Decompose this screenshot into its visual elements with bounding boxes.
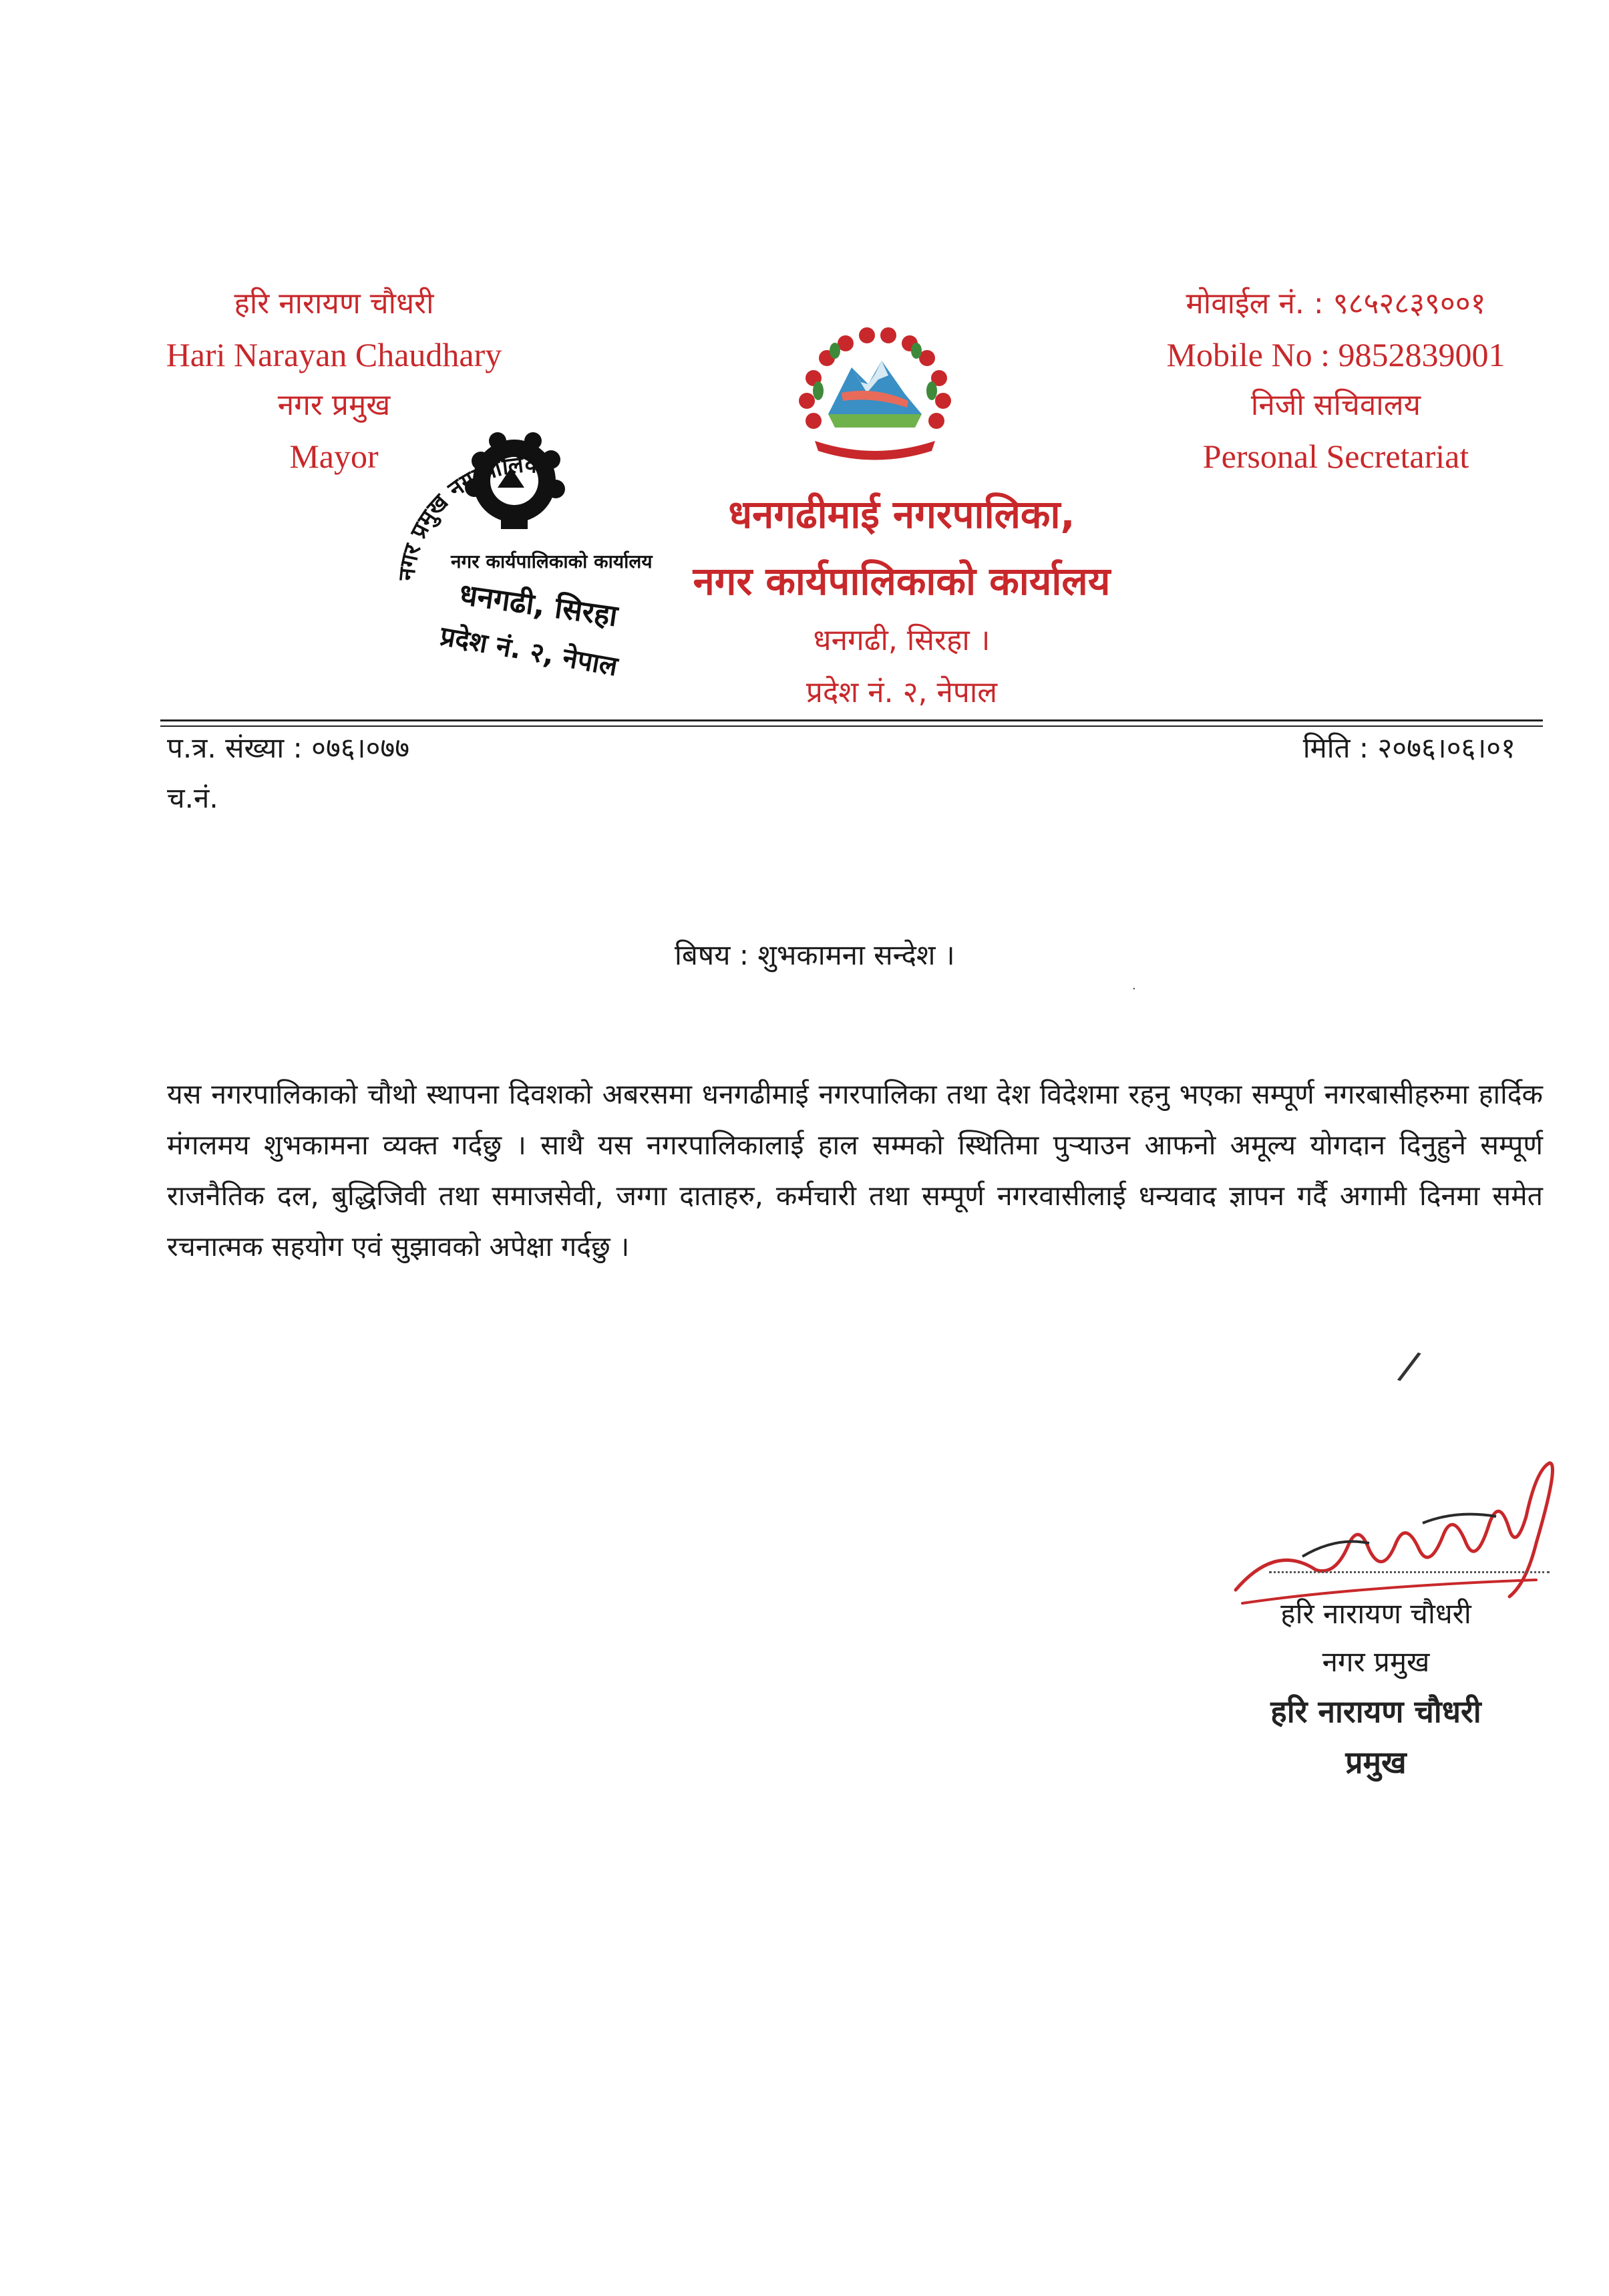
signatory-name: हरि नारायण चौधरी (1280, 1597, 1471, 1630)
letter-body: यस नगरपालिकाको चौथो स्थापना दिवशको अबरसमा धनगढीमाई नगरपालिका तथा देश विदेशमा रहनु भएका सम्पूर्ण नगरबासीहरुमा हार्दिक मंगलमय शुभकामना व्यक्त गर्दछु । साथै यस नगरपालिकालाई हाल सम्मको स्थितिमा पुऱ्याउन आफनो अमूल्य योगदान दिनुहुने सम्पूर्ण राजनैतिक दल, बुद्धिजिवी तथा समाजसेवी, जग्गा दाताहरु, कर्मचारी तथा सम्पूर्ण नगरवासीलाई धन्यवाद ज्ञापन गर्दै अगामी दिनमा समेत रचनात्मक सहयोग एवं सुझावको अपेक्षा गर्दछु । (167, 1078, 1543, 1263)
mayor-name-nepali: हरि नारायण चौधरी (234, 287, 434, 321)
dispatch-number: च.नं. (167, 782, 218, 814)
stamp-city-text: धनगढी, सिरहा (457, 577, 620, 634)
letter-date: मिति : २०७६।०६।०१ (1302, 731, 1515, 764)
letter-subject: बिषय : शुभकामना सन्देश । (675, 939, 955, 971)
mobile-nepali: मोवाईल नं. : ९८५२८३९००१ (1186, 287, 1486, 321)
signatory-title: नगर प्रमुख (1322, 1645, 1430, 1678)
stamp-text-arc: नगर प्रमुख नगरपालिका (393, 451, 550, 582)
office-seal-stamp (374, 414, 668, 695)
header-divider-thin (160, 725, 1543, 727)
mayor-title-nepali: नगर प्रमुख (277, 388, 391, 422)
signature-dotted-line (1269, 1571, 1550, 1573)
office-province: प्रदेश नं. २, नेपाल (806, 675, 998, 709)
reference-number: प.त्र. संख्या : ०७६।०७७ (167, 731, 410, 764)
stamp-office-text: नगर कार्यपालिकाको कार्यालय (451, 550, 653, 572)
nepal-emblem-icon (788, 314, 962, 468)
scan-mark: / (1395, 1341, 1424, 1391)
mayor-title-english: Mayor (289, 438, 379, 475)
secretariat-nepali: निजी सचिवालय (1250, 388, 1421, 422)
signatory-stamp-title: प्रमुख (1345, 1744, 1407, 1780)
signature-block (1202, 1590, 1550, 1788)
office-name: नगर कार्यपालिकाको कार्यालय (693, 558, 1111, 604)
secretariat-english: Personal Secretariat (1202, 438, 1469, 475)
scan-speck: · (1132, 982, 1136, 996)
signatory-stamp-name: हरि नारायण चौधरी (1270, 1693, 1481, 1730)
stamp-province-text: प्रदेश नं. २, नेपाल (437, 621, 620, 683)
office-title-block (641, 481, 1162, 719)
office-city: धनगढी, सिरहा । (813, 623, 991, 657)
header-divider-thick (160, 719, 1543, 721)
municipality-name: धनगढीमाई नगरपालिका, (728, 492, 1075, 537)
contact-header-block (1109, 281, 1563, 484)
mayor-name-english: Hari Narayan Chaudhary (166, 336, 502, 373)
mobile-english: Mobile No : 9852839001 (1166, 336, 1505, 373)
